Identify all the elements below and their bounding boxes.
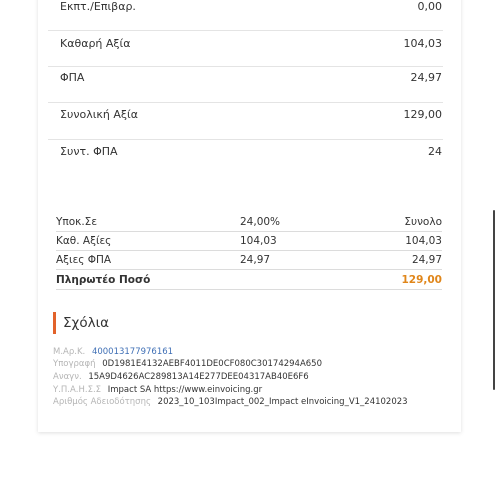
vat-table-cell: Αξιες ΦΠΑ (56, 254, 112, 266)
summary-label: Καθαρή Αξία (60, 37, 131, 50)
summary-value: 129,00 (403, 108, 442, 121)
summary-label: Εκπτ./Επιβαρ. (60, 0, 136, 13)
divider (48, 102, 443, 103)
table-row (56, 251, 442, 270)
vat-table-cell: Συνολο (404, 216, 442, 228)
license-value: 2023_10_103Impact_002_Impact eInvoicing_V1_24102023 (157, 397, 408, 407)
mark-link[interactable]: 400013177976161 (91, 347, 174, 357)
summary-value: 0,00 (417, 0, 442, 13)
vat-table-cell: 24,97 (240, 254, 271, 266)
signature-value: 0D1981E4132AEBF4011DE0CF080C30174294A650 (102, 359, 322, 369)
payable-amount-value: 129,00 (401, 274, 442, 286)
divider (48, 66, 443, 67)
divider (48, 30, 443, 31)
vat-table-header (56, 213, 442, 232)
vat-table-cell: Καθ. Αξίες (56, 235, 112, 247)
provider-key: Υ.Π.Α.Η.Σ.Σ (53, 385, 102, 395)
uid-key: Αναγν. (53, 372, 82, 382)
summary-label: Συντ. ΦΠΑ (60, 145, 118, 158)
license-key: Αριθμός Αδειοδότησης (53, 397, 151, 407)
scrollbar[interactable] (493, 210, 495, 390)
table-row (56, 232, 442, 251)
summary-value: 24,97 (410, 71, 442, 84)
provider-row (53, 385, 262, 395)
divider (48, 139, 443, 140)
signature-key: Υπογραφή (53, 359, 96, 369)
payable-amount-label: Πληρωτέο Ποσό (56, 274, 151, 286)
summary-value: 104,03 (403, 37, 442, 50)
vat-table-cell: 104,03 (405, 235, 442, 247)
uid-value: 15A9D4626AC289813A14E277DEE04317AB40E6F6 (88, 372, 309, 382)
license-row (53, 397, 408, 407)
vat-table-cell: 104,03 (240, 235, 277, 247)
uid-row (53, 372, 309, 382)
provider-value: Impact SA https://www.einvoicing.gr (107, 385, 263, 395)
summary-value: 24 (428, 145, 442, 158)
summary-label: ΦΠΑ (60, 71, 85, 84)
mark-key: Μ.Αρ.Κ. (53, 347, 86, 357)
signature-row (53, 359, 322, 369)
vat-table-cell: 24,00% (240, 216, 281, 228)
vat-table-cell: 24,97 (411, 254, 442, 266)
vat-table-cell: Υποκ.Σε (56, 216, 97, 228)
comments-section-title: Σχόλια (53, 312, 109, 334)
mark-row (53, 347, 173, 357)
summary-label: Συνολική Αξία (60, 108, 139, 121)
payable-amount-row (56, 271, 442, 290)
